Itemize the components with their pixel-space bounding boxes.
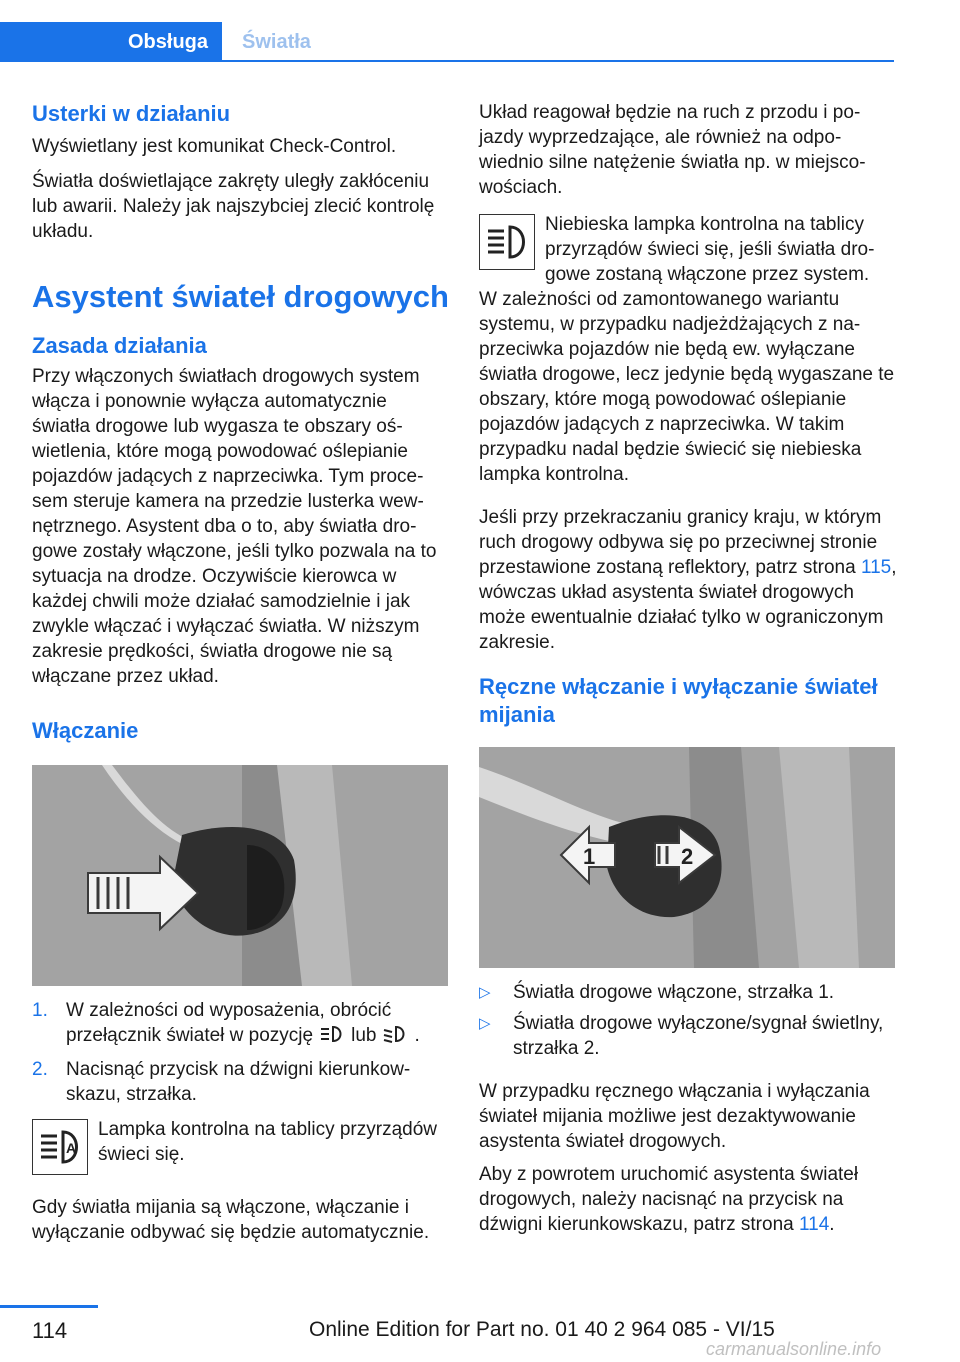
- principle-heading: Zasada działania: [32, 333, 207, 358]
- page-link-115[interactable]: 115: [860, 557, 892, 578]
- step-text-or: lub: [351, 1025, 377, 1046]
- reactivate-text-b: .: [829, 1214, 835, 1235]
- step-text-end: .: [414, 1025, 420, 1046]
- edition-text: Online Edition for Part no. 01 40 2 964 085 - VI/15: [309, 1318, 775, 1341]
- list-item: [32, 998, 450, 1051]
- switch-on-heading: Włączanie: [32, 718, 139, 743]
- arrow-2-label: 2: [681, 844, 694, 869]
- list-item: [479, 1011, 897, 1061]
- principle-text: Przy włączonych światłach drogowych system włącza i ponownie wyłącza automatycznie światła drogowe lub wygasza te obszary oświetlenia, które mogą powodować oślepianie pojazdów jadących z naprzeciwka. Tym procesem steruje kamera na przedzie lusterka wewnętrznego. Asystent dba o to, aby światła drogowe zostały włączone, jeśli tylko pozwala na to sytuacja na drodze. Oczywiście kierowca w każdej chwili może działać samodzielnie i jak zwykle włączać i wyłączać światła. W niższym zakresie prędkości, światła drogowe nie są włączane przez układ.: [32, 366, 437, 687]
- stalk-photo-2: [479, 747, 895, 968]
- triangle-bullet-icon: ▷: [479, 984, 491, 1001]
- stalk-photo-1: [32, 765, 448, 986]
- triangle-bullet-icon: ▷: [479, 1015, 491, 1032]
- reactivate-text-a: Aby z powrotem uruchomić asystenta świateł drogowych, należy nacisnąć na przycisk na dźwigni kierunkowskazu, patrz strona: [479, 1164, 859, 1235]
- reaction-text: Układ reagował będzie na ruch z przodu i pojazdy wyprzedzające, ale również na odpowiednio silne natężenie światła np. w miejscowościach.: [479, 102, 866, 198]
- page-number: 114: [32, 1318, 68, 1343]
- list-item: [479, 980, 897, 1005]
- section-heading: Asystent świateł drogowych: [32, 279, 449, 314]
- malfunction-text-1: Wyświetlany jest komunikat Check-Control.: [32, 136, 397, 157]
- stalk-illustration-2: [479, 747, 895, 968]
- border-crossing-text-b: , wówczas układ asystenta świateł drogowych może ewentualnie działać tylko w ograniczonym zakresie.: [479, 557, 897, 653]
- blue-indicator-note: [479, 212, 897, 287]
- tab-swiatla[interactable]: Światła: [242, 30, 311, 53]
- auto-lights-icon: [319, 1024, 345, 1051]
- arrow-1-label: 1: [583, 844, 596, 869]
- switch-on-steps: [32, 998, 450, 1107]
- step-text: Nacisnąć przycisk na dźwigni kierunkowskazu, strzałka.: [66, 1059, 411, 1105]
- bullet-text: Światła drogowe włączone, strzałka 1.: [513, 982, 835, 1003]
- deactivate-text: W przypadku ręcznego włączania i wyłączania świateł mijania możliwe jest dezaktywowanie asystenta świateł drogowych.: [479, 1081, 870, 1152]
- bullet-text: Światła drogowe wyłączone/sygnał świetlny, strzałka 2.: [513, 1013, 884, 1059]
- indicator-note: [32, 1117, 450, 1175]
- malfunction-heading: Usterki w działaniu: [32, 101, 231, 126]
- malfunction-text-2: Światła doświetlające zakręty uległy zakłóceniu lub awarii. Należy jak najszybciej zlecić kontrolę układu.: [32, 171, 435, 242]
- high-beam-assist-icon: [32, 1119, 88, 1175]
- reactivate-text: [479, 1162, 897, 1237]
- header-rule: [0, 60, 894, 62]
- indicator-text: Lampka kontrolna na tablicy przyrządów świeci się.: [98, 1119, 438, 1165]
- stalk-illustration-1: [32, 765, 448, 986]
- border-crossing-text-a: Jeśli przy przekraczaniu granicy kraju, w którym ruch drogowy odbywa się po przeciwnej stronie przestawione zostaną reflektory, patrz strona: [479, 507, 882, 578]
- step-number: 1.: [32, 1000, 48, 1021]
- manual-bullets: [479, 980, 897, 1061]
- footer-rule: [0, 1305, 98, 1308]
- page-link-114[interactable]: 114: [798, 1214, 830, 1235]
- right-column: [479, 100, 897, 1237]
- border-crossing-text: [479, 505, 897, 655]
- low-beam-icon: [382, 1024, 408, 1051]
- blue-indicator-text: Niebieska lampka kontrolna na tablicy przyrządów świeci się, jeśli światła drogowe zostaną włączone przez system.: [545, 214, 875, 285]
- tab-obsluga[interactable]: Obsługa: [0, 22, 222, 62]
- step-text-part: W zależności od wyposażenia, obrócić przełącznik świateł w pozycję: [66, 1000, 392, 1046]
- variant-text: W zależności od zamontowanego wariantu systemu, w przypadku nadjeżdżających z naprzeciwka pojazdów nie będą ew. wyłączane światła drogowe, lecz jedynie będą wygaszane te obszary, które mogą powodować oślepianie pojazdów jadących z naprzeciwka. W takim przypadku nadal będzie świecić się niebieska lampka kontrolna.: [479, 289, 895, 485]
- watermark: carmanualsonline.info: [706, 1339, 882, 1359]
- left-column: [32, 100, 450, 1245]
- step-number: 2.: [32, 1059, 48, 1080]
- chapter-tabs: [0, 22, 894, 62]
- high-beam-icon: [479, 214, 535, 270]
- step-text: [66, 998, 450, 1051]
- list-item: [32, 1057, 450, 1107]
- manual-heading: Ręczne włączanie i wyłączanie świateł mijania: [479, 674, 878, 727]
- dipped-beam-text: Gdy światła mijania są włączone, włączanie i wyłączanie odbywać się będzie automatycznie.: [32, 1197, 430, 1243]
- svg-text:A: A: [66, 1140, 77, 1156]
